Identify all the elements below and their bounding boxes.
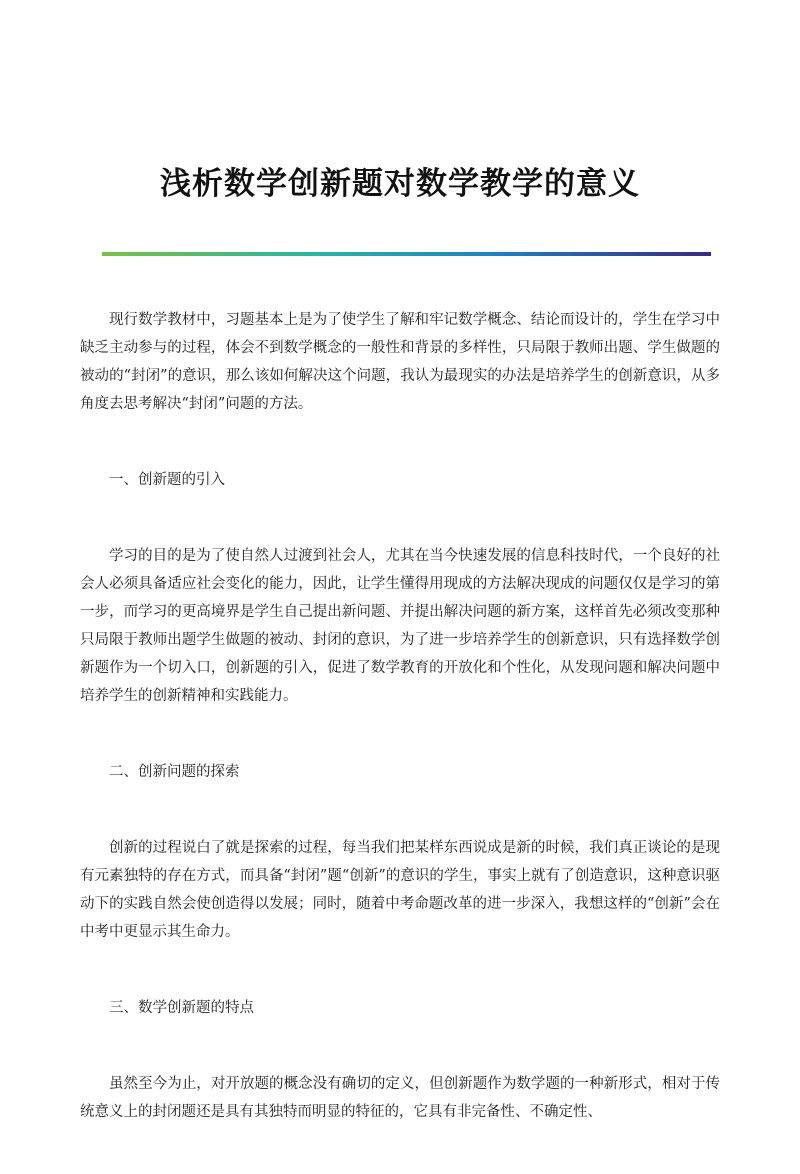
paragraph-intro: 现行数学教材中，习题基本上是为了使学生了解和牢记数学概念、结论而设计的，学生在学习中缺乏主动参与的过程，体会不到数学概念的一般性和背景的多样性，只局限于教师出题、学生做题的被动的“封闭”的意识，那么该如何解决这个问题，我认为最现实的办法是培养学生的创新意识，从多角度去思考解决“封闭”问题的方法。 [80, 312, 720, 412]
section-heading-1: 一、创新题的引入 [109, 472, 225, 488]
page-title: 浅析数学创新题对数学教学的意义 [160, 166, 640, 202]
paragraph-section-2: 创新的过程说白了就是探索的过程，每当我们把某样东西说成是新的时候，我们真正谈论的是现有元素独特的存在方式，而具备“封闭”题“创新”的意识的学生，事实上就有了创造意识，这种意识驱动下的实践自然会使创造得以发展；同时，随着中考命题改革的进一步深入，我想这样的“创新”会在中考中更显示其生命力。 [80, 840, 720, 940]
section-heading-2: 二、创新问题的探索 [109, 764, 240, 780]
paragraph-section-3: 虽然至今为止，对开放题的概念没有确切的定义，但创新题作为数学题的一种新形式，相对于传统意义上的封闭题还是具有其独特而明显的特征的，它具有非完备性、不确定性、 [80, 1076, 720, 1120]
section-heading-3: 三、数学创新题的特点 [109, 1000, 254, 1016]
document-body [80, 306, 720, 1174]
paragraph-section-1: 学习的目的是为了使自然人过渡到社会人，尤其在当今快速发展的信息科技时代，一个良好的社会人必须具备适应社会变化的能力，因此，让学生懂得用现成的方法解决现成的问题仅仅是学习的第一步，而学习的更高境界是学生自己提出新问题、并提出解决问题的新方案，这样首先必须改变那种只局限于教师出题学生做题的被动、封闭的意识，为了进一步培养学生的创新意识，只有选择数学创新题作为一个切入口，创新题的引入，促进了数学教育的开放化和个性化，从发现问题和解决问题中培养学生的创新精神和实践能力。 [80, 548, 720, 704]
title-divider [102, 252, 711, 256]
